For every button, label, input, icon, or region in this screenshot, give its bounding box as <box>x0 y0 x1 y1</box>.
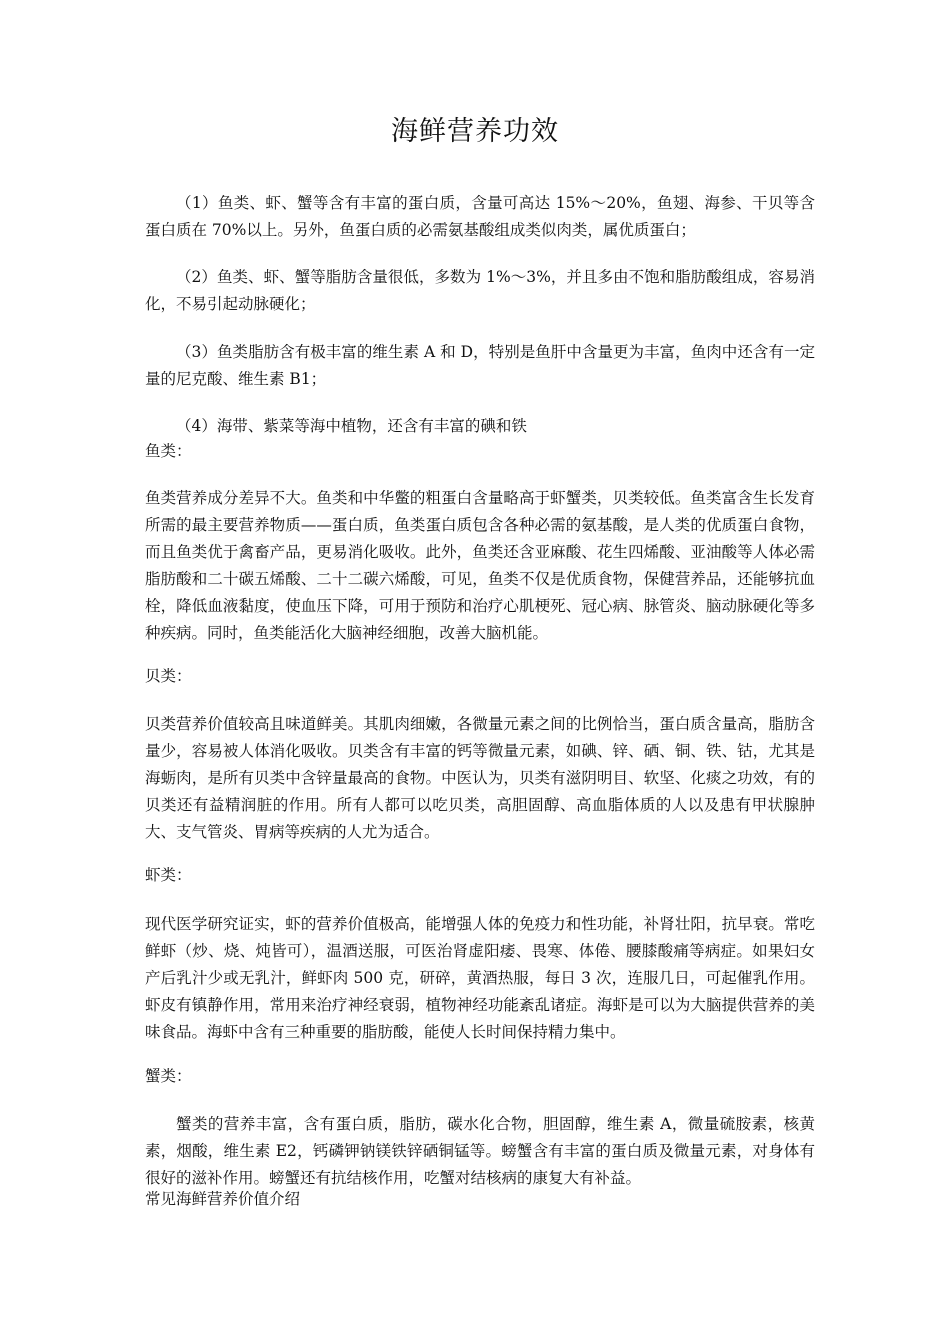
paragraph-seaweed: （4）海带、紫菜等海中植物，还含有丰富的碘和铁 <box>176 417 527 435</box>
section-heading-crab: 蟹类： <box>145 1067 192 1085</box>
paragraph-fish: 鱼类营养成分差异不大。鱼类和中华鳖的粗蛋白含量略高于虾蟹类，贝类较低。鱼类富含生长发育所需的最主要营养物质——蛋白质，鱼类蛋白质包含各种必需的氨基酸，是人类的优质蛋白食物，而且鱼类优于禽畜产品，更易消化吸收。此外，鱼类还含亚麻酸、花生四烯酸、亚油酸等人体必需脂肪酸和二十碳五烯酸、二十二碳六烯酸，可见，鱼类不仅是优质食物，保健营养品，还能够抗血栓，降低血液黏度，使血压下降，可用于预防和治疗心肌梗死、冠心病、脉管炎、脑动脉硬化等多种疾病。同时，鱼类能活化大脑神经细胞，改善大脑机能。 <box>145 489 815 642</box>
closing-heading: 常见海鲜营养价值介绍 <box>145 1190 301 1208</box>
paragraph-protein: （1）鱼类、虾、蟹等含有丰富的蛋白质，含量可高达 15%～20%，鱼翅、海参、干贝等含蛋白质在 70%以上。另外，鱼蛋白质的必需氨基酸组成类似肉类，属优质蛋白； <box>145 194 815 239</box>
page-title: 海鲜营养功效 <box>391 116 559 147</box>
paragraph-fat: （2）鱼类、虾、蟹等脂肪含量很低，多数为 1%～3%，并且多由不饱和脂肪酸组成，容易消化，不易引起动脉硬化； <box>145 268 815 313</box>
paragraph-shrimp: 现代医学研究证实，虾的营养价值极高，能增强人体的免疫力和性功能，补肾壮阳，抗早衰。常吃鲜虾（炒、烧、炖皆可），温酒送服，可医治肾虚阳痿、畏寒、体倦、腰膝酸痛等病症。如果妇女产后乳汁少或无乳汁，鲜虾肉 500 克，研碎，黄酒热服，每日 3 次，连服几日，可起催乳作用。虾皮有镇静作用，常用来治疗神经衰弱，植物神经功能紊乱诸症。海虾是可以为大脑提供营养的美味食品。海虾中含有三种重要的脂肪酸，能使人长时间保持精力集中。 <box>145 915 815 1041</box>
section-heading-shrimp: 虾类： <box>145 866 192 884</box>
section-heading-fish: 鱼类： <box>145 442 192 460</box>
section-heading-shellfish: 贝类： <box>145 667 192 685</box>
paragraph-crab: 蟹类的营养丰富，含有蛋白质，脂肪，碳水化合物，胆固醇，维生素 A，微量硫胺素，核黄素，烟酸，维生素 E2，钙磷钾钠镁铁锌硒铜锰等。螃蟹含有丰富的蛋白质及微量元素，对身体有很好的滋补作用。螃蟹还有抗结核作用，吃蟹对结核病的康复大有补益。 <box>145 1115 815 1187</box>
paragraph-shellfish: 贝类营养价值较高且味道鲜美。其肌肉细嫩，各微量元素之间的比例恰当，蛋白质含量高，脂肪含量少，容易被人体消化吸收。贝类含有丰富的钙等微量元素，如碘、锌、硒、铜、铁、钴，尤其是海蛎肉，是所有贝类中含锌量最高的食物。中医认为，贝类有滋阴明目、软坚、化痰之功效，有的贝类还有益精润脏的作用。所有人都可以吃贝类，高胆固醇、高血脂体质的人以及患有甲状腺肿大、支气管炎、胃病等疾病的人尤为适合。 <box>145 715 815 841</box>
paragraph-vitamins: （3）鱼类脂肪含有极丰富的维生素 A 和 D，特别是鱼肝中含量更为丰富，鱼肉中还含有一定量的尼克酸、维生素 B1； <box>145 343 815 388</box>
